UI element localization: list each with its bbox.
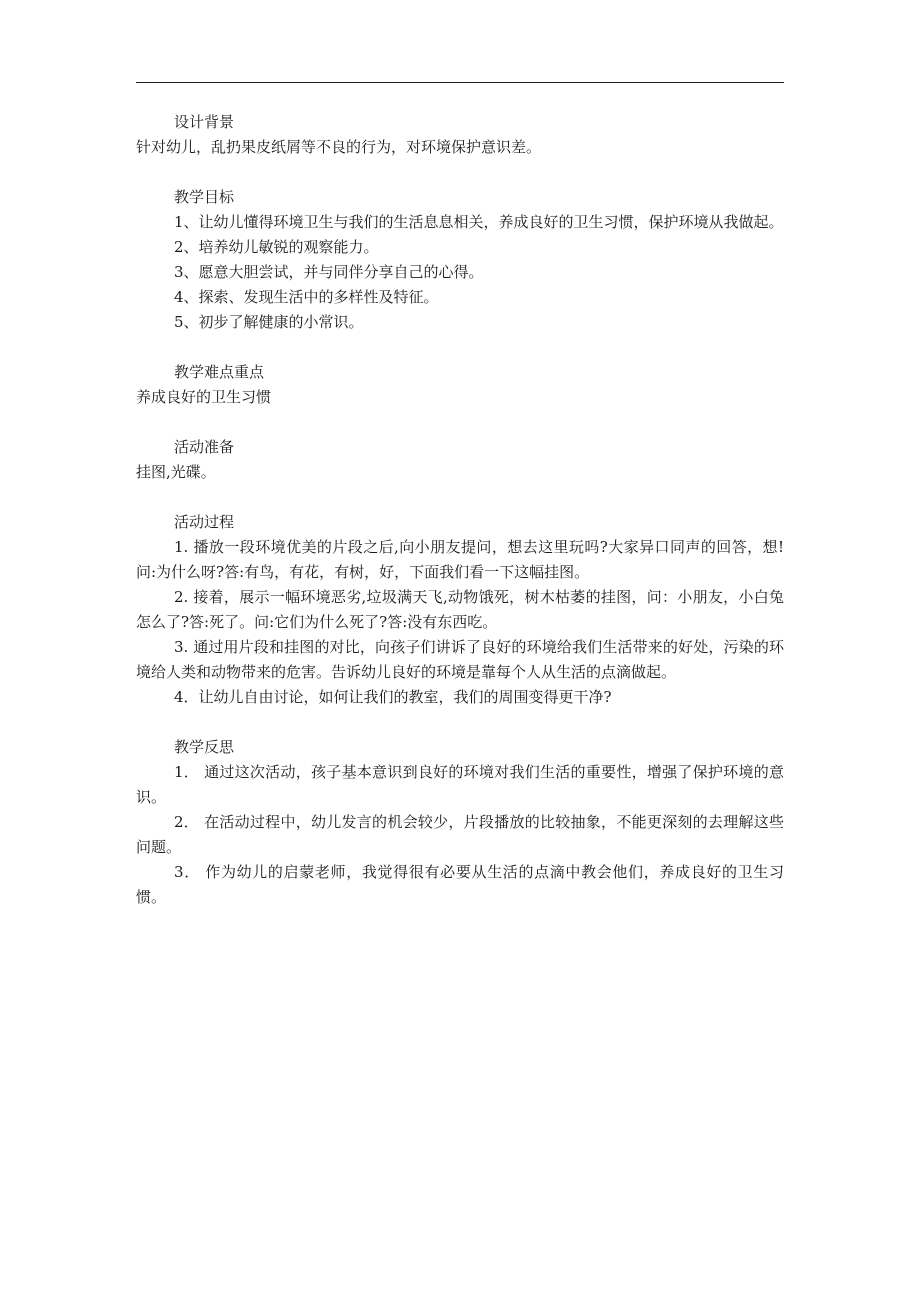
- list-item: 3． 作为幼儿的启蒙老师，我觉得很有必要从生活的点滴中教会他们，养成良好的卫生习惯。: [136, 863, 784, 906]
- list-item: 4、探索、发现生活中的多样性及特征。: [174, 288, 439, 306]
- section-activity-process: [136, 510, 784, 710]
- section-design-background: [136, 110, 784, 160]
- section-key-points: [136, 360, 784, 410]
- list-item: 1． 通过这次活动，孩子基本意识到良好的环境对我们生活的重要性，增强了保护环境的意识。: [136, 763, 784, 806]
- section-teaching-goals: [136, 185, 784, 335]
- list-item: 1、让幼儿懂得环境卫生与我们的生活息息相关，养成良好的卫生习惯，保护环境从我做起。: [174, 213, 784, 231]
- section-heading: 教学反思: [174, 738, 235, 756]
- list-item: 1. 播放一段环境优美的片段之后,向小朋友提问，想去这里玩吗?大家异口同声的回答，想!问:为什么呀?答:有鸟，有花，有树，好，下面我们看一下这幅挂图。: [136, 538, 784, 581]
- paragraph: 养成良好的卫生习惯: [136, 388, 272, 406]
- list-item: 4．让幼儿自由讨论，如何让我们的教室，我们的周围变得更干净?: [174, 688, 612, 706]
- document-body: [136, 110, 784, 935]
- list-item: 2. 接着，展示一幅环境恶劣,垃圾满天飞,动物饿死，树木枯萎的挂图，问：小朋友，小白兔怎么了?答:死了。问:它们为什么死了?答:没有东西吃。: [136, 588, 784, 631]
- list-item: 2． 在活动过程中，幼儿发言的机会较少，片段播放的比较抽象，不能更深刻的去理解这些问题。: [136, 813, 784, 856]
- section-heading: 活动过程: [174, 513, 235, 531]
- section-reflection: [136, 735, 784, 910]
- paragraph: 挂图,光碟。: [136, 463, 216, 481]
- section-preparation: [136, 435, 784, 485]
- section-heading: 教学目标: [174, 188, 235, 206]
- list-item: 2、培养幼儿敏锐的观察能力。: [174, 238, 379, 256]
- section-heading: 教学难点重点: [174, 363, 265, 381]
- header-rule: [136, 82, 784, 83]
- list-item: 5、初步了解健康的小常识。: [174, 313, 364, 331]
- paragraph: 针对幼儿，乱扔果皮纸屑等不良的行为，对环境保护意识差。: [136, 138, 542, 156]
- list-item: 3、愿意大胆尝试，并与同伴分享自己的心得。: [174, 263, 484, 281]
- list-item: 3. 通过用片段和挂图的对比，向孩子们讲诉了良好的环境给我们生活带来的好处，污染的环境给人类和动物带来的危害。告诉幼儿良好的环境是靠每个人从生活的点滴做起。: [136, 638, 784, 681]
- section-heading: 活动准备: [174, 438, 235, 456]
- section-heading: 设计背景: [174, 113, 235, 131]
